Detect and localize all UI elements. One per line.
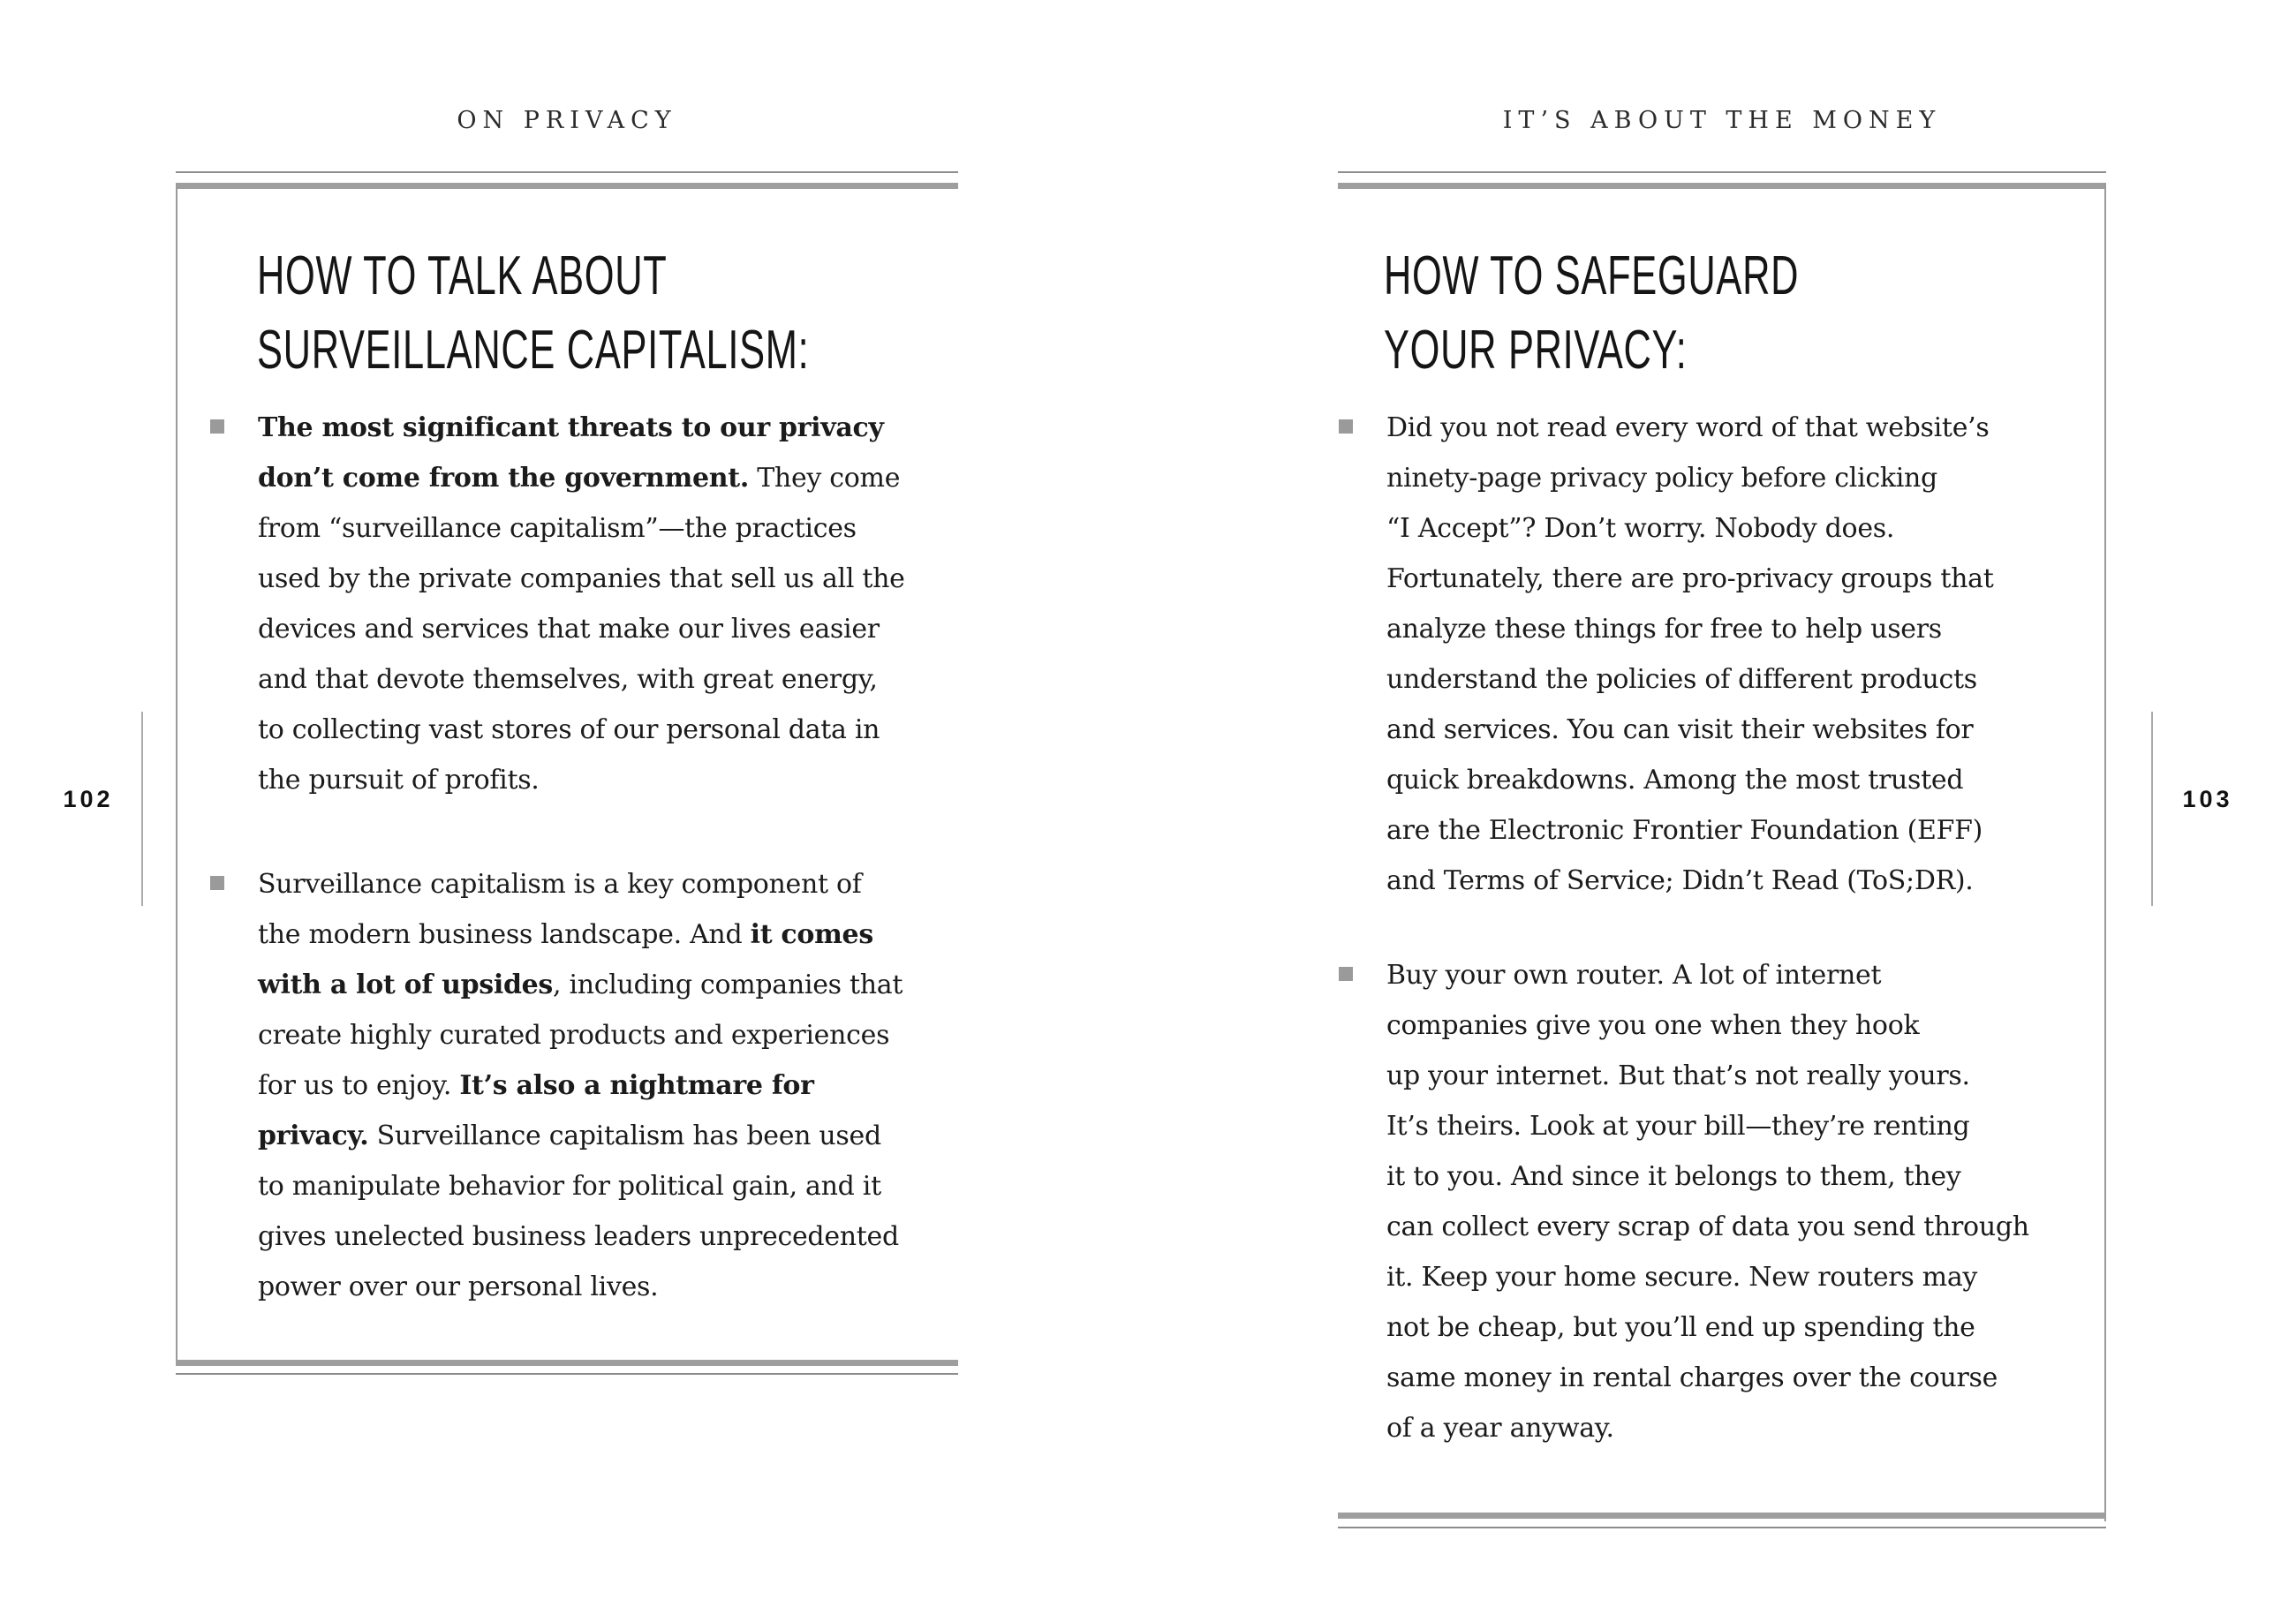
bullet-text-line: analyze these things for free to help users xyxy=(1386,614,1942,645)
bullet-text-line: are the Electronic Frontier Foundation (EFF) xyxy=(1386,815,1983,846)
bullet-text-line: and Terms of Service; Didn’t Read (ToS;DR). xyxy=(1386,865,1974,896)
bullet-text-line: it. Keep your home secure. New routers may xyxy=(1386,1262,1978,1293)
bullet-text-line: Fortunately, there are pro-privacy groups that xyxy=(1386,563,1994,594)
left-box-left-border xyxy=(176,183,177,1366)
bullet-text-line: gives unelected business leaders unprecedented xyxy=(258,1221,899,1252)
bullet-square-icon xyxy=(1339,419,1353,434)
bullet-text-line: power over our personal lives. xyxy=(258,1271,659,1302)
left-box-heading-line1: HOW TO TALK ABOUT xyxy=(257,245,668,306)
bullet-text-line: don’t come from the government. They come xyxy=(258,463,901,494)
right-box-top-thin-rule xyxy=(1338,171,2106,173)
bullet-text-line: understand the policies of different products xyxy=(1386,664,1977,695)
bullet-text-line: the modern business landscape. And it comes xyxy=(258,919,873,950)
bullet-text-line: It’s theirs. Look at your bill—they’re renting xyxy=(1386,1111,1970,1142)
bullet-text-line: and that devote themselves, with great energy, xyxy=(258,664,878,695)
left-box-bottom-thin-rule xyxy=(176,1373,958,1375)
bullet-item xyxy=(1386,403,2106,906)
bullet-square-icon xyxy=(210,419,224,434)
bullet-text-line: it to you. And since it belongs to them, they xyxy=(1386,1161,1961,1192)
bullet-item xyxy=(1386,950,2106,1453)
bullet-text-line: create highly curated products and experiences xyxy=(258,1020,890,1051)
bullet-text-line: up your internet. But that’s not really yours. xyxy=(1386,1060,1970,1091)
bullet-square-icon xyxy=(210,876,224,890)
bullet-text-line: Did you not read every word of that website’s xyxy=(1386,412,1990,443)
right-box-bottom-thin-rule xyxy=(1338,1527,2106,1528)
bullet-text-line: to manipulate behavior for political gain, and it xyxy=(258,1171,881,1202)
left-page-number-rule xyxy=(141,712,143,906)
right-page-number: 103 xyxy=(2182,786,2233,812)
right-box-bullet-list xyxy=(1386,403,2106,1453)
bullet-text xyxy=(1386,950,2106,1453)
bullet-text-line: with a lot of upsides, including companies that xyxy=(258,969,903,1000)
bullet-text-line: Surveillance capitalism is a key component of xyxy=(258,869,862,900)
right-running-head: IT’S ABOUT THE MONEY xyxy=(1502,107,1942,134)
bullet-item xyxy=(258,859,964,1312)
bullet-text-line: companies give you one when they hook xyxy=(1386,1010,1920,1041)
bullet-text-line: the pursuit of profits. xyxy=(258,765,540,796)
right-box-bottom-thick-rule xyxy=(1338,1513,2106,1519)
right-box-heading-line1: HOW TO SAFEGUARD xyxy=(1384,245,1800,306)
bullet-text-line: can collect every scrap of data you send through xyxy=(1386,1211,2029,1242)
left-running-head: ON PRIVACY xyxy=(457,107,677,134)
bullet-text-line: The most significant threats to our privacy xyxy=(258,412,884,443)
right-box-top-thick-rule xyxy=(1338,183,2106,189)
bullet-text-line: from “surveillance capitalism”—the practices xyxy=(258,513,857,544)
bullet-text-line: “I Accept”? Don’t worry. Nobody does. xyxy=(1386,513,1895,544)
bullet-text-line: ninety-page privacy policy before clicking xyxy=(1386,463,1937,494)
bullet-square-icon xyxy=(1339,967,1353,981)
bullet-item xyxy=(258,403,964,805)
bullet-text xyxy=(1386,403,2106,906)
bullet-text-line: same money in rental charges over the course xyxy=(1386,1362,1998,1393)
left-box-top-thin-rule xyxy=(176,171,958,173)
bullet-text xyxy=(258,403,964,805)
bullet-text-line: Buy your own router. A lot of internet xyxy=(1386,960,1882,991)
bullet-text-line: privacy. Surveillance capitalism has been used xyxy=(258,1120,881,1151)
bullet-text-line: of a year anyway. xyxy=(1386,1413,1614,1444)
left-box-bottom-thick-rule xyxy=(176,1360,958,1366)
bullet-text-line: used by the private companies that sell us all the xyxy=(258,563,905,594)
bullet-text-line: quick breakdowns. Among the most trusted xyxy=(1386,765,1964,796)
left-box-bullet-list xyxy=(258,403,964,1312)
bullet-text xyxy=(258,859,964,1312)
bullet-text-line: for us to enjoy. It’s also a nightmare for xyxy=(258,1070,814,1101)
right-box-heading xyxy=(1384,239,1977,388)
left-page-number: 102 xyxy=(63,786,114,812)
right-page-number-rule xyxy=(2151,712,2153,906)
bullet-text-line: to collecting vast stores of our personal data in xyxy=(258,714,880,745)
bullet-text-line: devices and services that make our lives easier xyxy=(258,614,880,645)
right-box-heading-line2: YOUR PRIVACY: xyxy=(1384,320,1688,381)
left-box-heading xyxy=(257,239,1046,388)
left-box-top-thick-rule xyxy=(176,183,958,189)
left-box-heading-line2: SURVEILLANCE CAPITALISM: xyxy=(257,320,810,381)
bullet-text-line: not be cheap, but you’ll end up spending the xyxy=(1386,1312,1975,1343)
bullet-text-line: and services. You can visit their websites for xyxy=(1386,714,1974,745)
